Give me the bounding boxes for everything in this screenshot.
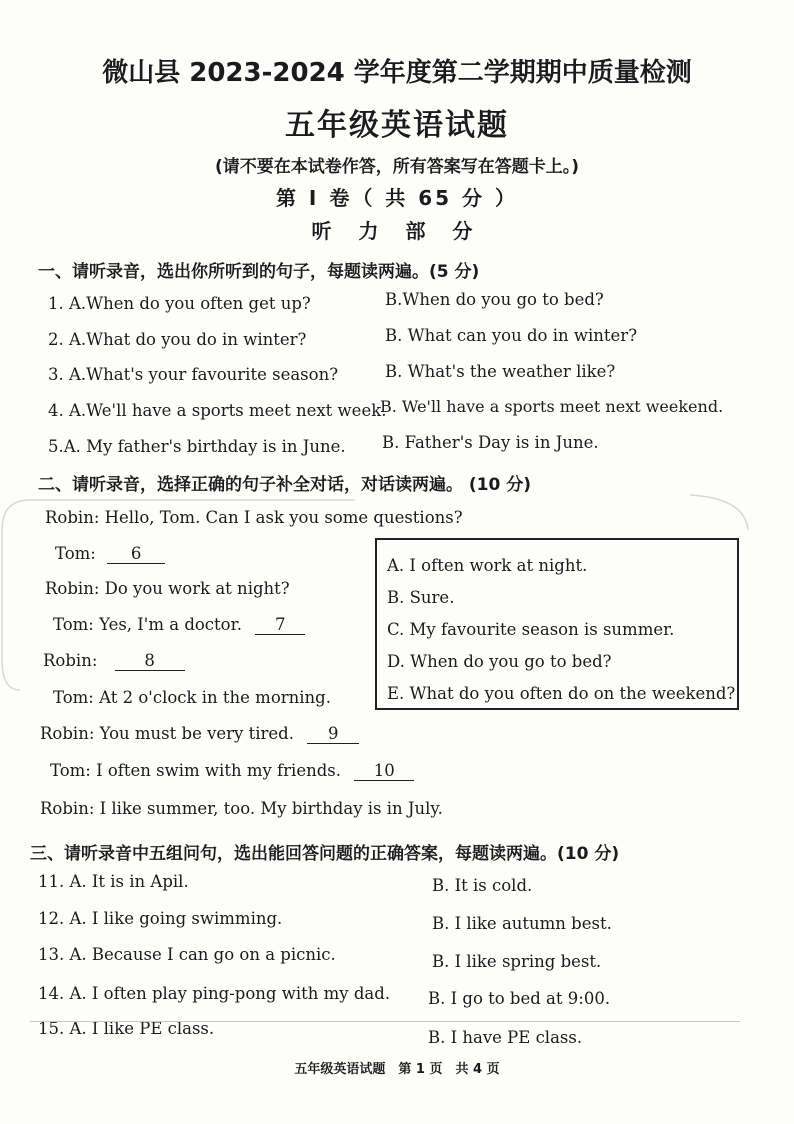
option-c: C. My favourite season is summer. bbox=[387, 620, 675, 639]
option-e: E. What do you often do on the weekend? bbox=[387, 684, 736, 703]
part3-heading: 三、请听录音中五组问句，选出能回答问题的正确答案，每题读两遍。(10 分) bbox=[30, 844, 620, 864]
dialogue-line-3: Robin: Do you work at night? bbox=[45, 579, 290, 598]
part3-item-15-option-a: 15. A. I like PE class. bbox=[38, 1019, 215, 1038]
listening-section-heading: 听 力 部 分 bbox=[311, 219, 483, 243]
exam-instruction: (请不要在本试卷作答，所有答案写在答题卡上。) bbox=[214, 157, 580, 177]
part3-item-14-option-b: B. I go to bed at 9:00. bbox=[428, 989, 611, 1008]
part1-item-4-option-a: 4. A.We'll have a sports meet next week. bbox=[48, 401, 387, 420]
part1-heading: 一、请听录音，选出你所听到的句子，每题读两遍。(5 分) bbox=[38, 262, 480, 282]
part3-item-14-option-a: 14. A. I often play ping-pong with my dad. bbox=[38, 984, 391, 1003]
page-footer: 五年级英语试题 第 1 页 共 4 页 bbox=[294, 1062, 500, 1077]
dialogue-line-2 bbox=[55, 544, 165, 564]
part1-item-3-option-b: B. What's the weather like? bbox=[385, 362, 616, 381]
part3-item-11-option-b: B. It is cold. bbox=[432, 876, 533, 895]
volume-heading: 第 I 卷（ 共 65 分 ） bbox=[275, 186, 519, 210]
dialogue-line-7 bbox=[40, 724, 359, 744]
part3-item-13-option-b: B. I like spring best. bbox=[432, 952, 602, 971]
dialogue-line-9: Robin: I like summer, too. My birthday is in July. bbox=[40, 799, 443, 818]
part3-item-12-option-a: 12. A. I like going swimming. bbox=[38, 909, 283, 928]
dialogue-speaker-tom: Tom: bbox=[55, 544, 96, 563]
part3-item-13-option-a: 13. A. Because I can go on a picnic. bbox=[38, 945, 336, 964]
part3-item-11-option-a: 11. A. It is in Apil. bbox=[38, 872, 189, 891]
part3-item-15-option-b: B. I have PE class. bbox=[428, 1028, 583, 1047]
part1-item-1-option-b: B.When do you go to bed? bbox=[385, 290, 604, 309]
answer-blank-8: 8 bbox=[115, 652, 185, 671]
part1-item-2-option-a: 2. A.What do you do in winter? bbox=[48, 330, 307, 349]
exam-title: 微山县 2023-2024 学年度第二学期期中质量检测 bbox=[102, 58, 692, 88]
dialogue-line-5 bbox=[43, 651, 185, 671]
dialogue-line-1: Robin: Hello, Tom. Can I ask you some questions? bbox=[45, 508, 463, 527]
dialogue-line-4 bbox=[53, 615, 305, 635]
answer-blank-7: 7 bbox=[255, 616, 305, 635]
dialogue-line-6: Tom: At 2 o'clock in the morning. bbox=[53, 688, 331, 707]
option-b: B. Sure. bbox=[387, 588, 455, 607]
page-divider bbox=[30, 1021, 740, 1022]
dialogue-line-4-text: Tom: Yes, I'm a doctor. bbox=[53, 615, 242, 634]
answer-blank-6: 6 bbox=[107, 545, 165, 564]
part2-heading: 二、请听录音，选择正确的句子补全对话，对话读两遍。 (10 分) bbox=[38, 475, 532, 495]
dialogue-speaker-robin: Robin: bbox=[43, 651, 98, 670]
part1-item-5-option-b: B. Father's Day is in June. bbox=[382, 433, 599, 452]
answer-blank-10: 10 bbox=[354, 762, 414, 781]
part1-item-4-option-b: B. We'll have a sports meet next weekend. bbox=[380, 397, 724, 416]
answer-blank-9: 9 bbox=[307, 725, 359, 744]
dialogue-line-8 bbox=[50, 761, 414, 781]
exam-subtitle: 五年级英语试题 bbox=[285, 108, 509, 143]
part1-item-1-option-a: 1. A.When do you often get up? bbox=[48, 294, 311, 313]
part1-item-3-option-a: 3. A.What's your favourite season? bbox=[48, 365, 339, 384]
part1-item-5-option-a: 5.A. My father's birthday is in June. bbox=[48, 437, 346, 456]
answer-options-box bbox=[375, 538, 739, 710]
dialogue-line-8-text: Tom: I often swim with my friends. bbox=[50, 761, 341, 780]
option-d: D. When do you go to bed? bbox=[387, 652, 612, 671]
dialogue-line-7-text: Robin: You must be very tired. bbox=[40, 724, 294, 743]
part1-item-2-option-b: B. What can you do in winter? bbox=[385, 326, 638, 345]
option-a: A. I often work at night. bbox=[387, 556, 588, 575]
part3-item-12-option-b: B. I like autumn best. bbox=[432, 914, 612, 933]
